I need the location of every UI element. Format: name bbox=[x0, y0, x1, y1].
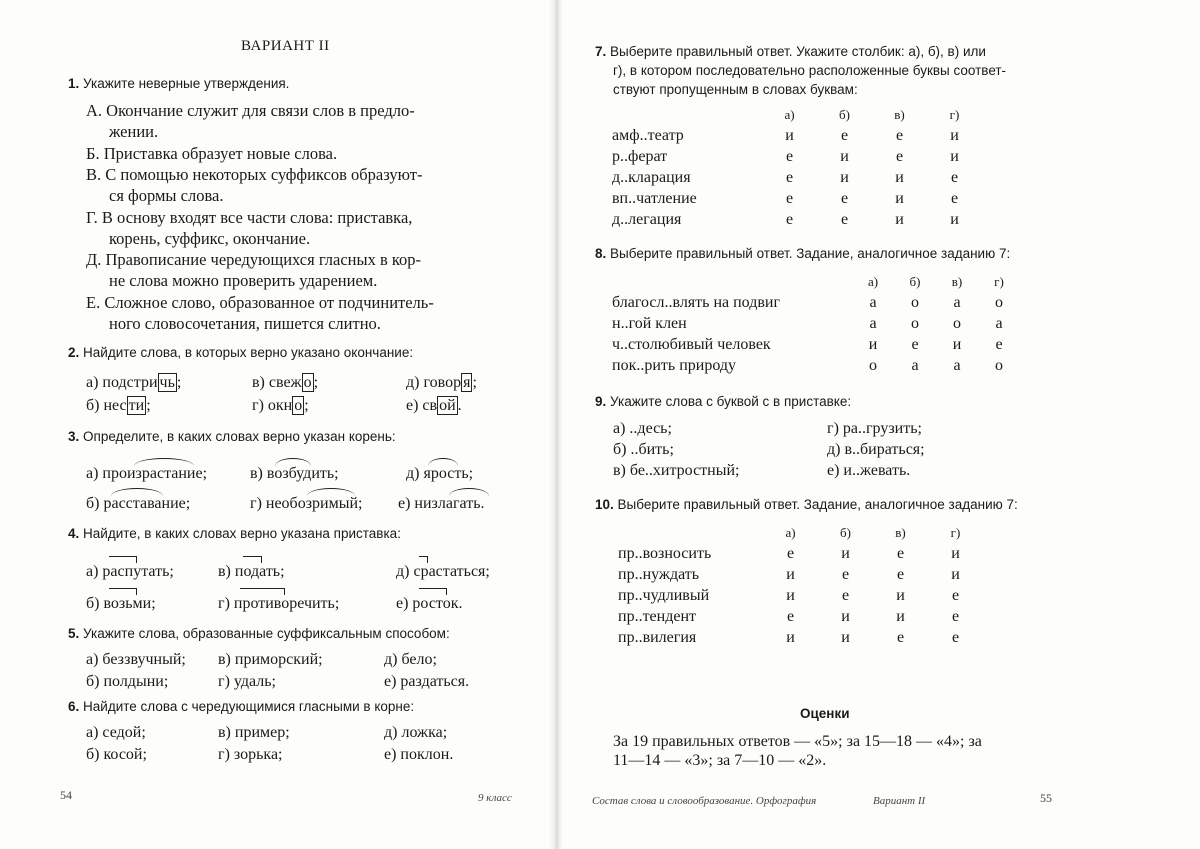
column-header: г) bbox=[994, 274, 1004, 289]
table-row: амф..театр и е е и bbox=[612, 125, 982, 146]
prefix-mark bbox=[109, 588, 137, 595]
question-text: Укажите слова с буквой с в приставке: bbox=[610, 394, 852, 409]
answer-option: е) св ой . bbox=[406, 397, 462, 414]
answer-option: г) противоречить; bbox=[218, 595, 340, 612]
column-header: г) bbox=[949, 107, 960, 122]
answer-option: б) расставание; bbox=[86, 495, 191, 512]
answer-option: в) пример; bbox=[218, 724, 290, 741]
question-number: 9. bbox=[595, 394, 607, 409]
question-9 bbox=[595, 394, 851, 409]
left-page bbox=[0, 0, 555, 849]
answer-option: в) подать; bbox=[218, 563, 285, 580]
answer-option: д) ложка; bbox=[384, 724, 448, 741]
question-6 bbox=[68, 699, 414, 714]
answer-option: г) окн о ; bbox=[252, 397, 309, 414]
statement-line: Г. В основу входят все части слова: приставка, bbox=[86, 208, 413, 227]
question-number: 5. bbox=[68, 626, 80, 641]
table-row: д..легация е е и и bbox=[612, 209, 982, 230]
word-cell: пок..рить природу bbox=[612, 356, 736, 374]
table-row: пр..вилегия и и е е bbox=[618, 627, 983, 648]
column-header: б) bbox=[840, 525, 851, 540]
page-number: 54 bbox=[60, 788, 72, 802]
statement-line: ся формы слова. bbox=[109, 186, 224, 205]
answer-option: д) в..бираться; bbox=[827, 441, 925, 458]
right-page bbox=[555, 0, 1200, 849]
answer-option: е) низлагать. bbox=[398, 495, 485, 512]
answer-option: д) срастаться; bbox=[396, 563, 490, 580]
question-1 bbox=[68, 76, 289, 91]
ending-box: ти bbox=[128, 397, 145, 414]
ending-box: о bbox=[303, 374, 312, 391]
column-header: в) bbox=[895, 525, 906, 540]
answer-option: в) возбудить; bbox=[250, 465, 339, 482]
page-number: 55 bbox=[1040, 791, 1052, 805]
word-cell: вп..чатление bbox=[612, 189, 697, 207]
answer-option: б) ..бить; bbox=[613, 441, 674, 458]
answer-option: г) ра..грузить; bbox=[827, 420, 922, 437]
answer-option: в) приморский; bbox=[218, 651, 323, 668]
question-text: Выберите правильный ответ. Задание, аналогичное заданию 7: bbox=[610, 246, 1011, 261]
column-header: в) bbox=[894, 107, 905, 122]
column-header: в) bbox=[951, 274, 963, 289]
answer-option: а) седой; bbox=[86, 724, 146, 741]
question-number: 1. bbox=[68, 76, 80, 91]
word-cell: пр..тендент bbox=[618, 607, 697, 625]
question-text: Определите, в каких словах верно указан корень: bbox=[83, 429, 396, 444]
table-row: пр..нуждать и е е и bbox=[618, 564, 983, 585]
ending-box: чь bbox=[159, 374, 175, 391]
question-number: 10. bbox=[595, 497, 614, 512]
column-header: г) bbox=[950, 525, 961, 540]
word-cell: р..ферат bbox=[612, 147, 668, 165]
question-4 bbox=[68, 526, 401, 541]
word-cell: пр..чудливый bbox=[618, 586, 710, 604]
statement-line: Д. Правописание чередующихся гласных в кор- bbox=[86, 250, 422, 269]
grades-line: 11—14 — «3»; за 7—10 — «2». bbox=[613, 752, 827, 769]
answer-option: д) ярость; bbox=[406, 465, 474, 482]
word-cell: ч..столюбивый человек bbox=[612, 335, 771, 353]
question-text: Найдите слова, в которых верно указано окончание: bbox=[83, 345, 414, 360]
answer-option: г) удаль; bbox=[218, 673, 276, 690]
answer-table-10 bbox=[618, 523, 983, 648]
question-number: 6. bbox=[68, 699, 80, 714]
running-footer-variant: Вариант II bbox=[873, 795, 926, 807]
prefix-mark bbox=[240, 588, 285, 595]
table-row: р..ферат е и е и bbox=[612, 146, 982, 167]
word-cell: амф..театр bbox=[612, 126, 684, 144]
question-text: Найдите, в каких словах верно указана приставка: bbox=[83, 526, 401, 541]
answer-option: в) свеж о ; bbox=[252, 374, 319, 391]
answer-option: г) зорька; bbox=[218, 746, 283, 763]
question-3 bbox=[68, 429, 396, 444]
word-cell: д..легация bbox=[612, 210, 682, 228]
answer-option: а) произрастание; bbox=[86, 465, 208, 482]
table-row: н..гой клен а о о а bbox=[612, 313, 1020, 334]
word-cell: пр..нуждать bbox=[618, 565, 700, 583]
grades-line: За 19 правильных ответов — «5»; за 15—18 — «4»; за bbox=[613, 733, 982, 750]
question-text: Найдите слова с чередующимися гласными в корне: bbox=[83, 699, 415, 714]
prefix-mark bbox=[109, 556, 137, 563]
prefix-mark bbox=[243, 556, 262, 563]
answer-option: б) косой; bbox=[86, 746, 147, 763]
answer-option: б) полдыни; bbox=[86, 673, 169, 690]
answer-option: а) распутать; bbox=[86, 563, 174, 580]
word-cell: пр..возносить bbox=[618, 544, 712, 562]
statement-line: жении. bbox=[109, 122, 159, 141]
word-cell: н..гой клен bbox=[612, 314, 687, 332]
prefix-mark bbox=[419, 556, 428, 563]
answer-option: а) беззвучный; bbox=[86, 651, 186, 668]
word-cell: д..кларация bbox=[612, 168, 691, 186]
answer-table-8 bbox=[612, 272, 1020, 376]
column-header: а) bbox=[867, 274, 879, 289]
table-row: пр..чудливый и е и е bbox=[618, 585, 983, 606]
answer-option: г) необозримый; bbox=[250, 495, 363, 512]
answer-option: а) подстри чь ; bbox=[86, 374, 182, 391]
question-number: 2. bbox=[68, 345, 80, 360]
answer-option: в) бе..хитростный; bbox=[613, 462, 740, 479]
statement-line: В. С помощью некоторых суффиксов образуют- bbox=[86, 165, 423, 184]
table-row: пок..рить природу о а а о bbox=[612, 355, 1020, 376]
answer-option: а) ..десь; bbox=[613, 420, 672, 437]
table-row: ч..столюбивый человек и е и е bbox=[612, 334, 1020, 355]
table-row: пр..тендент е и и е bbox=[618, 606, 983, 627]
grades-title: Оценки bbox=[800, 706, 850, 721]
column-header: а) bbox=[785, 525, 796, 540]
question-text: Выберите правильный ответ. Задание, аналогичное заданию 7: bbox=[617, 497, 1018, 512]
ending-box: ой bbox=[439, 397, 456, 414]
table-row: вп..чатление е е и е bbox=[612, 188, 982, 209]
statement-line: ного словосочетания, пишется слитно. bbox=[109, 314, 381, 333]
answer-table-7 bbox=[612, 105, 982, 230]
question-number: 3. bbox=[68, 429, 80, 444]
ending-box: я bbox=[463, 374, 471, 391]
table-row: благосл..влять на подвиг а о а о bbox=[612, 292, 1020, 313]
answer-option: д) говор я ; bbox=[406, 374, 477, 391]
running-footer: 9 класс bbox=[478, 792, 512, 804]
answer-option: е) поклон. bbox=[384, 746, 454, 763]
ending-box: о bbox=[294, 397, 303, 414]
question-8 bbox=[595, 246, 1010, 261]
table-row: д..кларация е и и е bbox=[612, 167, 982, 188]
statement-line: не слова можно проверить ударением. bbox=[109, 271, 378, 290]
column-header: а) bbox=[784, 107, 795, 122]
question-text: ствуют пропущенным в словах буквам: bbox=[613, 82, 858, 97]
question-text: Укажите неверные утверждения. bbox=[83, 76, 290, 91]
question-2 bbox=[68, 345, 413, 360]
statement-line: А. Окончание служит для связи слов в предло- bbox=[86, 101, 415, 120]
question-text: г), в котором последовательно расположенные буквы соответ- bbox=[613, 63, 1007, 78]
variant-title: ВАРИАНТ II bbox=[241, 38, 330, 54]
answer-option: б) нес ти ; bbox=[86, 397, 151, 414]
question-number: 4. bbox=[68, 526, 80, 541]
answer-option: е) и..жевать. bbox=[827, 462, 911, 479]
statement-line: корень, суффикс, окончание. bbox=[109, 229, 311, 248]
column-header: б) bbox=[839, 107, 850, 122]
question-text: Выберите правильный ответ. Укажите столбик: а), б), в) или bbox=[610, 44, 986, 59]
question-text: Укажите слова, образованные суффиксальным способом: bbox=[83, 626, 450, 641]
statement-line: Б. Приставка образует новые слова. bbox=[86, 144, 338, 163]
question-number: 7. bbox=[595, 44, 607, 59]
table-row: пр..возносить е и е и bbox=[618, 543, 983, 564]
running-footer: Состав слова и словообразование. Орфография bbox=[592, 795, 817, 807]
prefix-mark bbox=[419, 588, 447, 595]
answer-option: б) возьми; bbox=[86, 595, 156, 612]
question-number: 8. bbox=[595, 246, 607, 261]
answer-option: е) раздаться. bbox=[384, 673, 470, 690]
statement-line: Е. Сложное слово, образованное от подчинитель- bbox=[86, 293, 434, 312]
question-7 bbox=[595, 44, 986, 59]
answer-option: е) росток. bbox=[396, 595, 463, 612]
question-5 bbox=[68, 626, 450, 641]
word-cell: пр..вилегия bbox=[618, 628, 697, 646]
question-10 bbox=[595, 497, 1018, 512]
answer-option: д) бело; bbox=[384, 651, 437, 668]
word-cell: благосл..влять на подвиг bbox=[612, 293, 781, 311]
column-header: б) bbox=[909, 274, 921, 289]
